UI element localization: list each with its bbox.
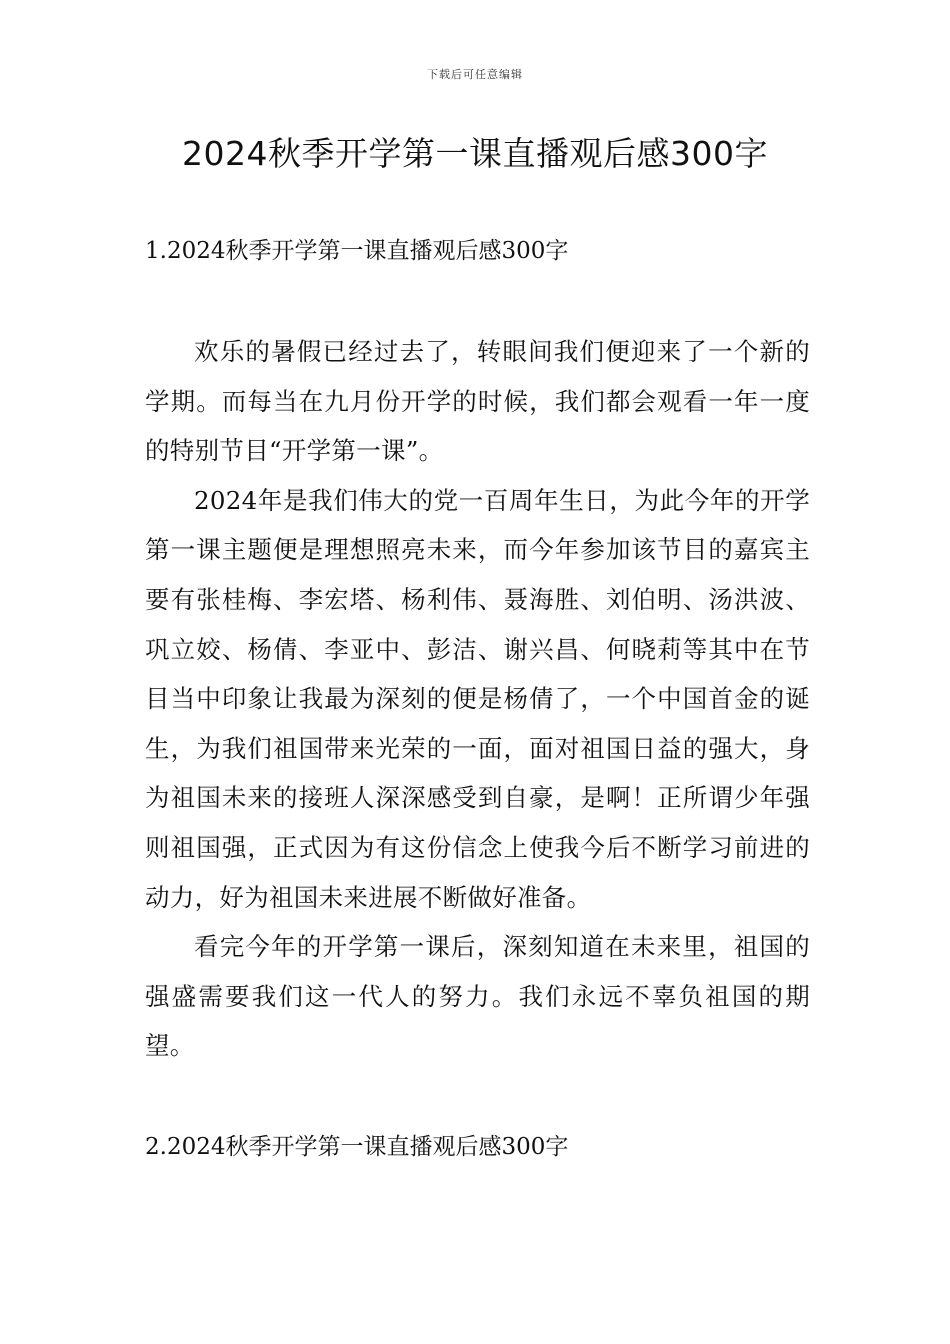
paragraph: 欢乐的暑假已经过去了，转眼间我们便迎来了一个新的学期。而每当在九月份开学的时候，我们都会观看一年一度的特别节目“开学第一课”。 [145, 337, 810, 466]
paragraph: 2024年是我们伟大的党一百周年生日，为此今年的开学第一课主题便是理想照亮未来，而今年参加该节目的嘉宾主要有张桂梅、李宏塔、杨利伟、聂海胜、刘伯明、汤洪波、巩立姣、杨倩、李亚中、彭洁、谢兴昌、何晓莉等其中在节目当中印象让我最为深刻的便是杨倩了，一个中国首金的诞生，为我们祖国带来光荣的一面，面对祖国日益的强大，身为祖国未来的接班人深深感受到自豪，是啊！正所谓少年强则祖国强，正式因为有这份信念上使我今后不断学习前进的动力，好为祖国未来进展不断做好准备。 [145, 485, 810, 912]
document-title: 2024秋季开学第一课直播观后感300字 [182, 134, 768, 173]
header-note: 下载后可任意编辑 [427, 68, 523, 81]
paragraph: 看完今年的开学第一课后，深刻知道在未来里，祖国的强盛需要我们这一代人的努力。我们永远不辜负祖国的期望。 [145, 932, 810, 1061]
section-1-body [145, 327, 810, 1071]
section-heading-2: 2.2024秋季开学第一课直播观后感300字 [145, 1134, 569, 1160]
section-heading-1: 1.2024秋季开学第一课直播观后感300字 [145, 238, 569, 264]
